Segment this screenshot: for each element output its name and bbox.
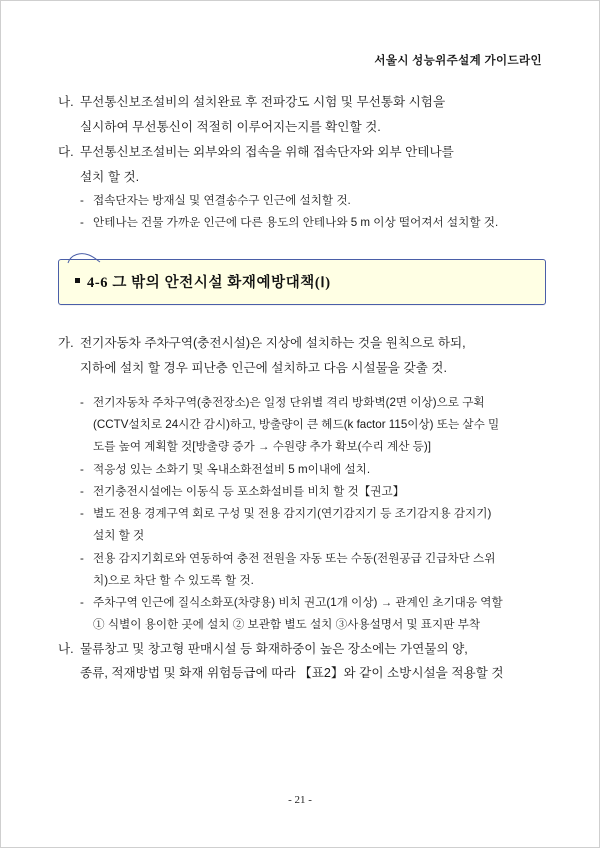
sub-item-body xyxy=(93,212,546,234)
list-marker-da: 다. xyxy=(58,145,74,160)
page-header-title: 서울시 성능위주설계 가이드라인 xyxy=(374,55,542,67)
dash-marker: - xyxy=(80,395,84,409)
section-heading-box xyxy=(58,259,546,305)
bullet-square-icon xyxy=(75,278,80,283)
list-marker-ga: 가. xyxy=(58,335,74,350)
text-line: 접속단자는 방재실 및 연결송수구 인근에 설치할 것. xyxy=(93,194,351,208)
text-line: (CCTV설치로 24시간 감시)하고, 방출량이 큰 헤드(k factor 115이상) 또는 살수 밀 xyxy=(93,418,500,432)
text-line: 치)으로 차단 할 수 있도록 할 것. xyxy=(93,573,254,587)
list-marker-na2: 나. xyxy=(58,641,74,656)
sub-item-body xyxy=(93,548,546,593)
list-item-da xyxy=(58,140,546,189)
text-line: 무선통신보조설비의 설치완료 후 전파강도 시험 및 무선통화 시험을 xyxy=(80,95,446,109)
text-line: 주차구역 인근에 질식소화포(차량용) 비치 권고(1개 이상) → 관계인 초기대응 역할 xyxy=(93,596,503,610)
list-body-na2 xyxy=(80,637,546,686)
list-marker-spacer xyxy=(58,356,80,381)
text-line: 실시하여 무선통신이 적절히 이루어지는지를 확인할 것. xyxy=(80,119,381,134)
sub-item xyxy=(58,392,546,459)
sub-item-body xyxy=(93,481,546,503)
page-number: - 21 - xyxy=(288,794,312,806)
list-body-na xyxy=(80,90,546,139)
text-line: 안테나는 건물 가까운 인근에 다른 용도의 안테나와 5 m 이상 떨어져서 설치할 것. xyxy=(93,216,499,230)
text-line: 도를 높여 계획할 것[방출량 증가 → 수원량 추가 확보(수리 계산 등)] xyxy=(93,440,431,454)
list-body-ga-cont xyxy=(80,356,546,381)
text-line: 별도 전용 경계구역 회로 구성 및 전용 감지기(연기감지기 등 조기감지용 감지기) xyxy=(93,507,492,521)
section-title: 4-6 그 밖의 안전시설 화재예방대책(Ⅰ) xyxy=(87,275,331,292)
dash-marker: - xyxy=(80,462,84,476)
list-item-na xyxy=(58,90,546,139)
text-line: 전기자동차 주차구역(충전시설)은 지상에 설치하는 것을 원칙으로 하되, xyxy=(80,335,466,350)
sub-item xyxy=(58,592,546,637)
sub-item-body xyxy=(93,392,546,459)
dash-marker: - xyxy=(80,194,84,208)
page-content xyxy=(58,90,546,687)
sub-item xyxy=(58,548,546,593)
text-line: 전기충전시설에는 이동식 등 포소화설비를 비치 할 것【권고】 xyxy=(93,484,405,498)
sub-item-body xyxy=(93,459,546,481)
text-line: 적응성 있는 소화기 및 옥내소화전설비 5 m이내에 설치. xyxy=(93,462,371,476)
sub-item-body xyxy=(93,592,546,637)
sub-item xyxy=(58,190,546,212)
sub-item-body xyxy=(93,503,546,548)
list-item-ga-cont xyxy=(58,356,546,381)
text-line: 무선통신보조설비는 외부와의 접속을 위해 접속단자와 외부 안테나를 xyxy=(80,145,454,160)
text-line: 지하에 설치 할 경우 피난층 인근에 설치하고 다음 시설물을 갖출 것. xyxy=(80,361,447,376)
sub-item-body xyxy=(93,190,546,212)
sub-item xyxy=(58,481,546,503)
text-line: 전용 감지기회로와 연동하여 충전 전원을 자동 또는 수동(전원공급 긴급차단 스위 xyxy=(93,551,496,565)
curl-decoration-icon xyxy=(67,251,101,265)
list-body-da xyxy=(80,140,546,189)
dash-marker: - xyxy=(80,596,84,610)
sub-item xyxy=(58,459,546,481)
dash-marker: - xyxy=(80,551,84,565)
dash-marker: - xyxy=(80,484,84,498)
list-body-ga xyxy=(80,331,546,356)
list-marker-na: 나. xyxy=(58,95,74,109)
list-item-ga xyxy=(58,331,546,356)
text-line: 설치 할 것 xyxy=(93,529,145,543)
dash-marker: - xyxy=(80,507,84,521)
list-item-na2 xyxy=(58,637,546,686)
text-line: 전기자동차 주차구역(충전장소)은 일정 단위별 격리 방화벽(2면 이상)으로 구획 xyxy=(93,395,485,409)
text-line: 설치 할 것. xyxy=(80,169,140,184)
text-line: 물류창고 및 창고형 판매시설 등 화재하중이 높은 장소에는 가연물의 양, xyxy=(80,641,468,656)
dash-marker: - xyxy=(80,216,84,230)
sub-item xyxy=(58,503,546,548)
text-line: 종류, 적재방법 및 화재 위험등급에 따라 【표2】와 같이 소방시설을 적용할 것 xyxy=(80,666,504,681)
spacer xyxy=(58,382,546,392)
sub-item xyxy=(58,212,546,234)
text-line: ① 식별이 용이한 곳에 설치 ② 보관함 별도 설치 ③사용설명서 및 표지판 부착 xyxy=(93,618,481,632)
